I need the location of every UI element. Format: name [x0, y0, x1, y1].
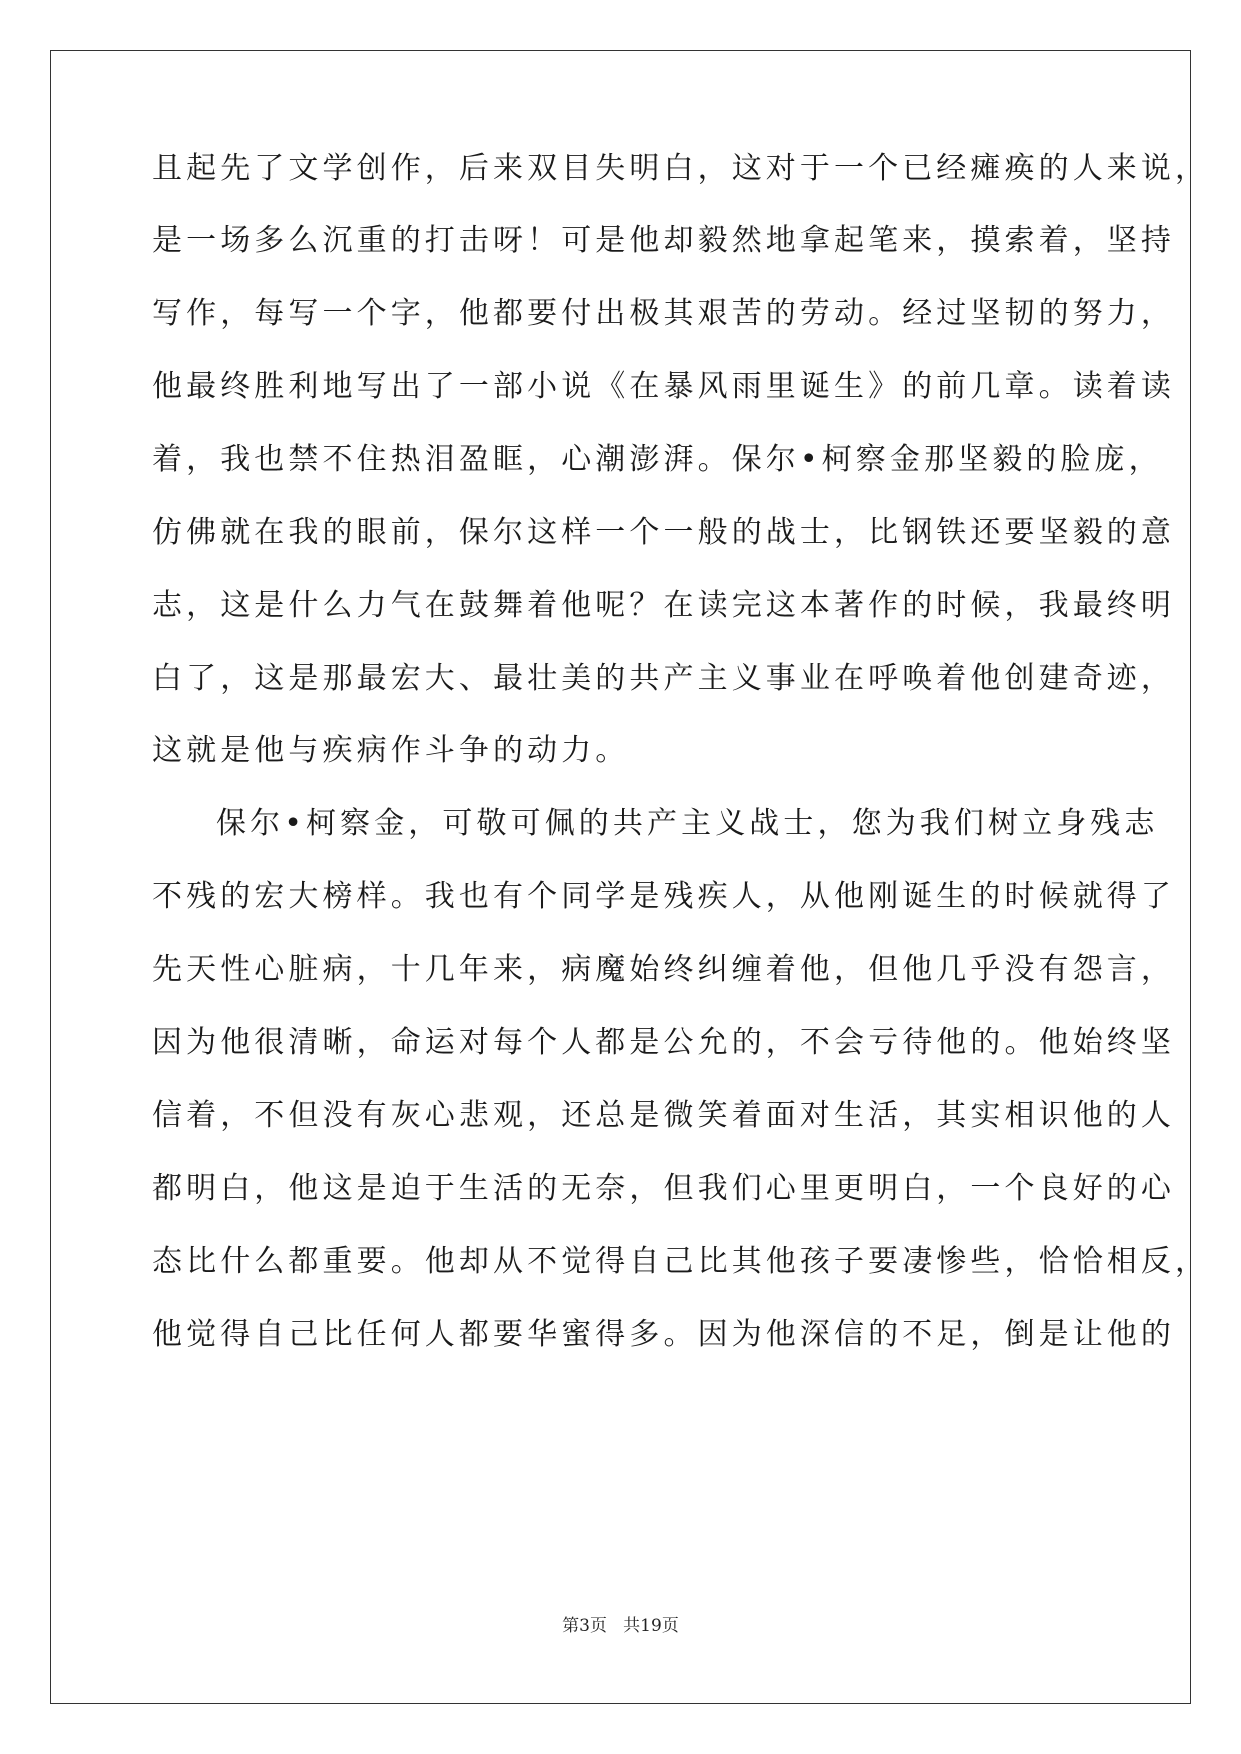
text-line: 态比什么都重要。他却从不觉得自己比其他孩子要凄惨些，恰恰相反， — [152, 1244, 1210, 1279]
text-line: 白了，这是那最宏大、最壮美的共产主义事业在呼唤着他创建奇迹， — [152, 661, 1175, 696]
text-line: 他觉得自己比任何人都要华蜜得多。因为他深信的不足，倒是让他的 — [152, 1317, 1175, 1352]
text-line: 志，这是什么力气在鼓舞着他呢？在读完这本著作的时候，我最终明 — [152, 588, 1175, 623]
paragraph-first-line: 保尔•柯察金，可敬可佩的共产主义战士，您为我们树立身残志 — [216, 806, 1159, 841]
text-line: 这就是他与疾病作斗争的动力。 — [152, 733, 630, 768]
text-line: 且起先了文学创作，后来双目失明白，这对于一个已经瘫痪的人来说， — [152, 151, 1210, 186]
page-number: 第3页 共19页 — [562, 1616, 679, 1636]
text-line: 先天性心脏病，十几年来，病魔始终纠缠着他，但他几乎没有怨言， — [152, 952, 1175, 987]
text-line: 他最终胜利地写出了一部小说《在暴风雨里诞生》的前几章。读着读 — [152, 369, 1175, 404]
text-line: 是一场多么沉重的打击呀！可是他却毅然地拿起笔来，摸索着，坚持 — [152, 223, 1175, 258]
text-line: 都明白，他这是迫于生活的无奈，但我们心里更明白，一个良好的心 — [152, 1171, 1175, 1206]
text-line: 不残的宏大榜样。我也有个同学是残疾人，从他刚诞生的时候就得了 — [152, 879, 1175, 914]
text-line: 信着，不但没有灰心悲观，还总是微笑着面对生活，其实相识他的人 — [152, 1098, 1175, 1133]
text-line: 因为他很清晰，命运对每个人都是公允的，不会亏待他的。他始终坚 — [152, 1025, 1175, 1060]
text-line: 着，我也禁不住热泪盈眶，心潮澎湃。保尔•柯察金那坚毅的脸庞， — [152, 442, 1163, 477]
text-line: 仿佛就在我的眼前，保尔这样一个一般的战士，比钢铁还要坚毅的意 — [152, 515, 1175, 550]
text-line: 写作，每写一个字，他都要付出极其艰苦的劳动。经过坚韧的努力， — [152, 296, 1175, 331]
